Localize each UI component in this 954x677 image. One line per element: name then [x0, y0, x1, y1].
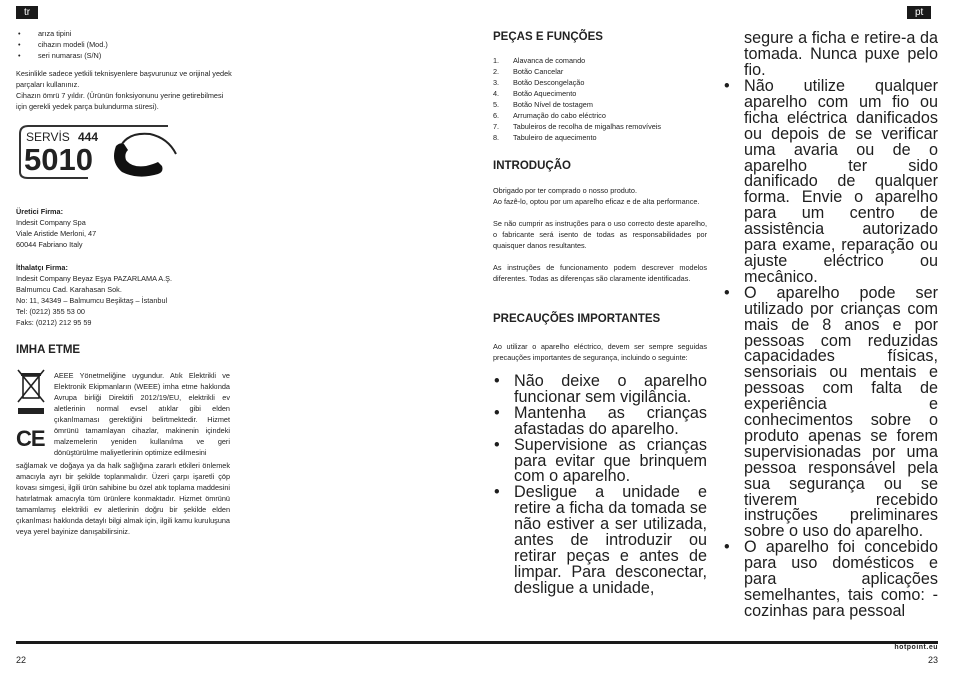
servis-label: SERVİS	[26, 130, 70, 144]
list-item: • cihazın modeli (Mod.)	[16, 39, 236, 50]
page-number-right: 23	[927, 655, 938, 665]
list-item: 8. Tabuleiro de aquecimento	[493, 133, 597, 142]
imha-heading: IMHA ETME	[16, 344, 81, 356]
list-item: • O aparelho pode ser utilizado por crianças com mais de 8 anos e por pessoas com reduzidas capacidades físicas, sensoriais ou mentais e pessoas com falta de experiência e conhecimentos sobre o produto apenas se forem supervisionadas por uma pessoa responsável pela sua segurança ou se tiverem recebido instruções preliminares sobre o uso do aparelho.	[722, 286, 938, 541]
imha-text-beside: AEEE Yönetmeliğine uygundur. Atık Elektrikli ve Elektronik Ekipmanların (WEEE) imha etme hakkında Avrupa birliği Direktifi 2012/19/EU, elektrikli ev aletlerinin normal evsel atıklar gibi elden çıkarılmaması gerektiğini belirtmektedir. Hizmet ömrünü tamamlayan cihazlar, makinenin içindeki malzemelerin yeniden kullanılma ve geri dönüştürülme maliyetlerinin optimize edilmesini	[54, 371, 230, 457]
precautions-intro: Ao utilizar o aparelho eléctrico, devem ser sempre seguidas precauções importantes de segurança, incluindo o seguinte:	[493, 342, 707, 362]
servis-logo	[18, 124, 178, 180]
list-item: 3. Botão Descongelação	[493, 78, 585, 87]
intro-heading: INTRODUÇÃO	[493, 160, 571, 172]
list-item: • Mantenha as crianças afastadas do aparelho.	[492, 406, 707, 438]
servis-logo-graphic	[18, 124, 178, 180]
list-item: 7. Tabuleiros de recolha de migalhas removíveis	[493, 122, 662, 131]
precautions-bullets-col2	[722, 79, 938, 620]
parts-list	[493, 55, 713, 143]
list-item: 1. Alavanca de comando	[493, 56, 586, 65]
list-item: • Desligue a unidade e retire a ficha da tomada se não estiver a ser utilizada, antes de introduzir ou retirar peças e antes de limpar. Para desconectar, desligue a unidade,	[492, 485, 707, 596]
footer-site: hotpoint.eu	[894, 644, 938, 651]
page-number-left: 22	[16, 655, 27, 665]
list-item: 4. Botão Aquecimento	[493, 89, 577, 98]
col2-continuation: segure a ficha e retire-a da tomada. Nunca puxe pelo fio.	[744, 29, 938, 79]
language-tag-pt: pt	[907, 6, 931, 19]
pecas-heading: PEÇAS E FUNÇÕES	[493, 31, 603, 43]
footer-rule	[16, 641, 938, 644]
weee-bin-icon	[16, 368, 46, 416]
list-item: • O aparelho foi concebido para uso domésticos e para aplicações semelhantes, tais como: - cozinhas para pessoal	[722, 540, 938, 620]
precautions-heading: PRECAUÇÕES IMPORTANTES	[493, 313, 661, 325]
importer-block: İthalatçı Firma: Indesit Company Beyaz Eşya PAZARLAMA A.Ş. Balmumcu Cad. Karahasan Sok. No: 11, 34349 – Balmumcu Beşiktaş – İstanbul Tel: (0212) 355 53 00 Faks: (0212) 212 95 59	[16, 263, 173, 327]
phone-icon	[114, 143, 163, 176]
manufacturer-block: Üretici Firma: Indesit Company Spa Viale Aristide Merloni, 47 60044 Fabriano Italy	[16, 207, 97, 249]
warranty-paragraph: Kesinlikle sadece yetkili teknisyenlere başvurunuz ve orijinal yedek parçaları kullanınız. Cihazın ömrü 7 yıldır. (Ürünün fonksiyonunu yerine getirebilmesi için gerekli yedek parça bulundurma süresi).	[16, 69, 232, 111]
list-item: • arıza tipini	[16, 28, 236, 39]
list-item: • Não deixe o aparelho funcionar sem vigilância.	[492, 374, 707, 406]
language-tag-tr: tr	[16, 6, 38, 19]
intro-text: Obrigado por ter comprado o nosso produto. Ao fazê-lo, optou por um aparelho eficaz e de alta performance. Se não cumprir as instruções para o uso correcto deste aparelho, o fabricante será isento de todas as responsabilidades por quaisquer danos resultantes. As instruções de funcionamento podem descrever modelos diferentes. Todas as diferenças são claramente identificadas.	[493, 186, 707, 283]
list-item: 5. Botão Nível de tostagem	[493, 100, 593, 109]
list-item: 6. Arrumação do cabo eléctrico	[493, 111, 606, 120]
precautions-bullets-col1	[492, 374, 707, 597]
ce-mark-icon: C​E	[16, 426, 45, 451]
list-item: • Supervisione as crianças para evitar que brinquem com o aparelho.	[492, 438, 707, 486]
servis-number-small: 444	[78, 130, 99, 144]
servis-number-big: 5010	[24, 142, 93, 177]
list-item: • Não utilize qualquer aparelho com um fio ou ficha eléctrica danificados ou depois de se verificar uma avaria ou de o aparelho ter sido danificado de qualquer forma. Envie o aparelho para um centro de assistência autorizado para exame, reparação ou ajuste eléctrico ou mecânico.	[722, 79, 938, 286]
list-item: 2. Botão Cancelar	[493, 67, 564, 76]
imha-text-full: sağlamak ve doğaya ya da halk sağlığına zararlı etkileri önlemek amacıyla ayrı bir şekilde toplanmalıdır. Üzeri çarpı işaretli çöp kovası simgesi, ilgili ürün sahibine bu özel atık toplama maddesini hatırlatmak amacıyla tüm ürünlere konmaktadır. Hizmet ömrünü tamamlamış elektrikli ev aletlerinin doğru bir şekilde elden çıkarılması hakkında detaylı bilgi almak için, ilgili kamu kuruluşuna veya yerel bayinize danışabilirsiniz.	[16, 461, 230, 536]
list-item: • seri numarası (S/N)	[16, 50, 236, 61]
info-bullets	[16, 28, 236, 61]
